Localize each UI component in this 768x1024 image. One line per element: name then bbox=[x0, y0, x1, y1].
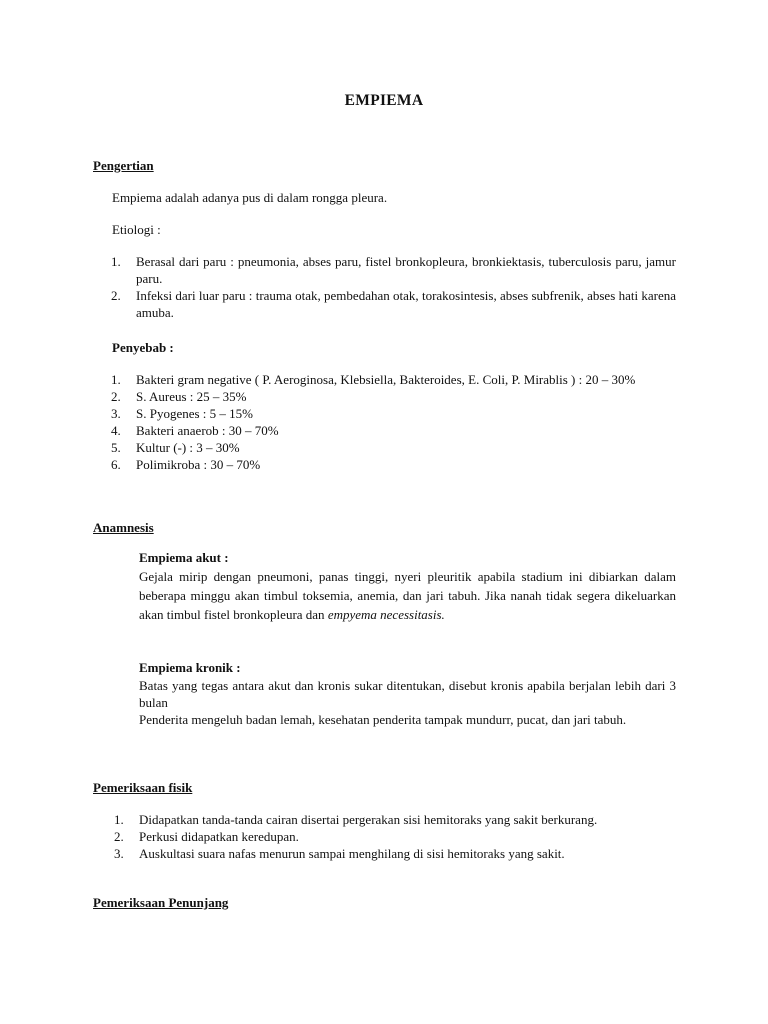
etiologi-list bbox=[111, 253, 676, 321]
list-item-text: Infeksi dari luar paru : trauma otak, pembedahan otak, torakosintesis, abses subfrenik, abses hati karena amuba. bbox=[136, 288, 676, 320]
list-item-text: Auskultasi suara nafas menurun sampai menghilang di sisi hemitoraks yang sakit. bbox=[139, 846, 565, 861]
list-number: 2. bbox=[114, 829, 124, 844]
heading-pemeriksaan-penunjang: Pemeriksaan Penunjang bbox=[93, 895, 229, 910]
list-item-text: Bakteri gram negative ( P. Aeroginosa, Klebsiella, Bakteroides, E. Coli, P. Mirablis ) : 20 – 30% bbox=[136, 372, 636, 387]
heading-pemeriksaan-fisik: Pemeriksaan fisik bbox=[93, 780, 193, 795]
list-number: 4. bbox=[111, 423, 121, 438]
list-item bbox=[114, 811, 676, 828]
empiema-akut-paragraph bbox=[139, 567, 676, 624]
list-number: 1. bbox=[111, 372, 121, 387]
list-item-text: Bakteri anaerob : 30 – 70% bbox=[136, 423, 279, 438]
list-number: 3. bbox=[114, 846, 124, 861]
list-item-text: Perkusi didapatkan keredupan. bbox=[139, 829, 299, 844]
penyebab-list bbox=[111, 371, 676, 473]
list-number: 3. bbox=[111, 406, 121, 421]
list-item bbox=[111, 456, 676, 473]
list-number: 2. bbox=[111, 389, 121, 404]
list-item-text: S. Aureus : 25 – 35% bbox=[136, 389, 247, 404]
empiema-akut-text: Gejala mirip dengan pneumoni, panas tinggi, nyeri pleuritik apabila stadium ini dibiarkan dalam beberapa minggu akan timbul toksemia, anemia, dan jari tabuh. Jika nanah tidak segera dikeluarkan akan timbul fistel bronkopleura dan bbox=[139, 569, 676, 622]
empiema-kronik-section bbox=[139, 659, 676, 728]
empiema-kronik-text-2: Penderita mengeluh badan lemah, kesehatan penderita tampak mundurr, pucat, dan jari tabuh. bbox=[139, 712, 627, 727]
page-title: EMPIEMA bbox=[344, 92, 424, 109]
etiologi-label: Etiologi : bbox=[112, 222, 161, 237]
empiema-kronik-text-1: Batas yang tegas antara akut dan kronis sukar ditentukan, disebut kronis apabila berjalan lebih dari 3 bulan bbox=[139, 678, 676, 710]
heading-pengertian: Pengertian bbox=[93, 158, 154, 173]
list-item bbox=[114, 845, 676, 862]
list-item bbox=[111, 405, 676, 422]
list-item-text: Kultur (-) : 3 – 30% bbox=[136, 440, 240, 455]
list-item bbox=[111, 287, 676, 321]
definition-text: Empiema adalah adanya pus di dalam rongga pleura. bbox=[112, 190, 388, 205]
list-number: 1. bbox=[114, 812, 124, 827]
list-item bbox=[111, 253, 676, 287]
list-item bbox=[111, 388, 676, 405]
empiema-akut-label: Empiema akut : bbox=[139, 550, 229, 565]
list-number: 5. bbox=[111, 440, 121, 455]
list-item bbox=[111, 439, 676, 456]
list-number: 2. bbox=[111, 288, 121, 303]
list-item bbox=[114, 828, 676, 845]
list-item bbox=[111, 422, 676, 439]
list-item bbox=[111, 371, 676, 388]
list-number: 6. bbox=[111, 457, 121, 472]
pemeriksaan-fisik-list bbox=[114, 811, 676, 862]
list-item-text: S. Pyogenes : 5 – 15% bbox=[136, 406, 253, 421]
empiema-akut-section bbox=[139, 549, 676, 624]
heading-anamnesis: Anamnesis bbox=[93, 520, 154, 535]
penyebab-label: Penyebab : bbox=[112, 340, 174, 355]
empiema-kronik-label: Empiema kronik : bbox=[139, 660, 241, 675]
list-item-text: Didapatkan tanda-tanda cairan disertai pergerakan sisi hemitoraks yang sakit berkurang. bbox=[139, 812, 598, 827]
list-number: 1. bbox=[111, 254, 121, 269]
list-item-text: Berasal dari paru : pneumonia, abses paru, fistel bronkopleura, bronkiektasis, tuberculosis paru, jamur paru. bbox=[136, 254, 676, 286]
list-item-text: Polimikroba : 30 – 70% bbox=[136, 457, 261, 472]
empiema-akut-italic: empyema necessitasis. bbox=[327, 607, 445, 622]
